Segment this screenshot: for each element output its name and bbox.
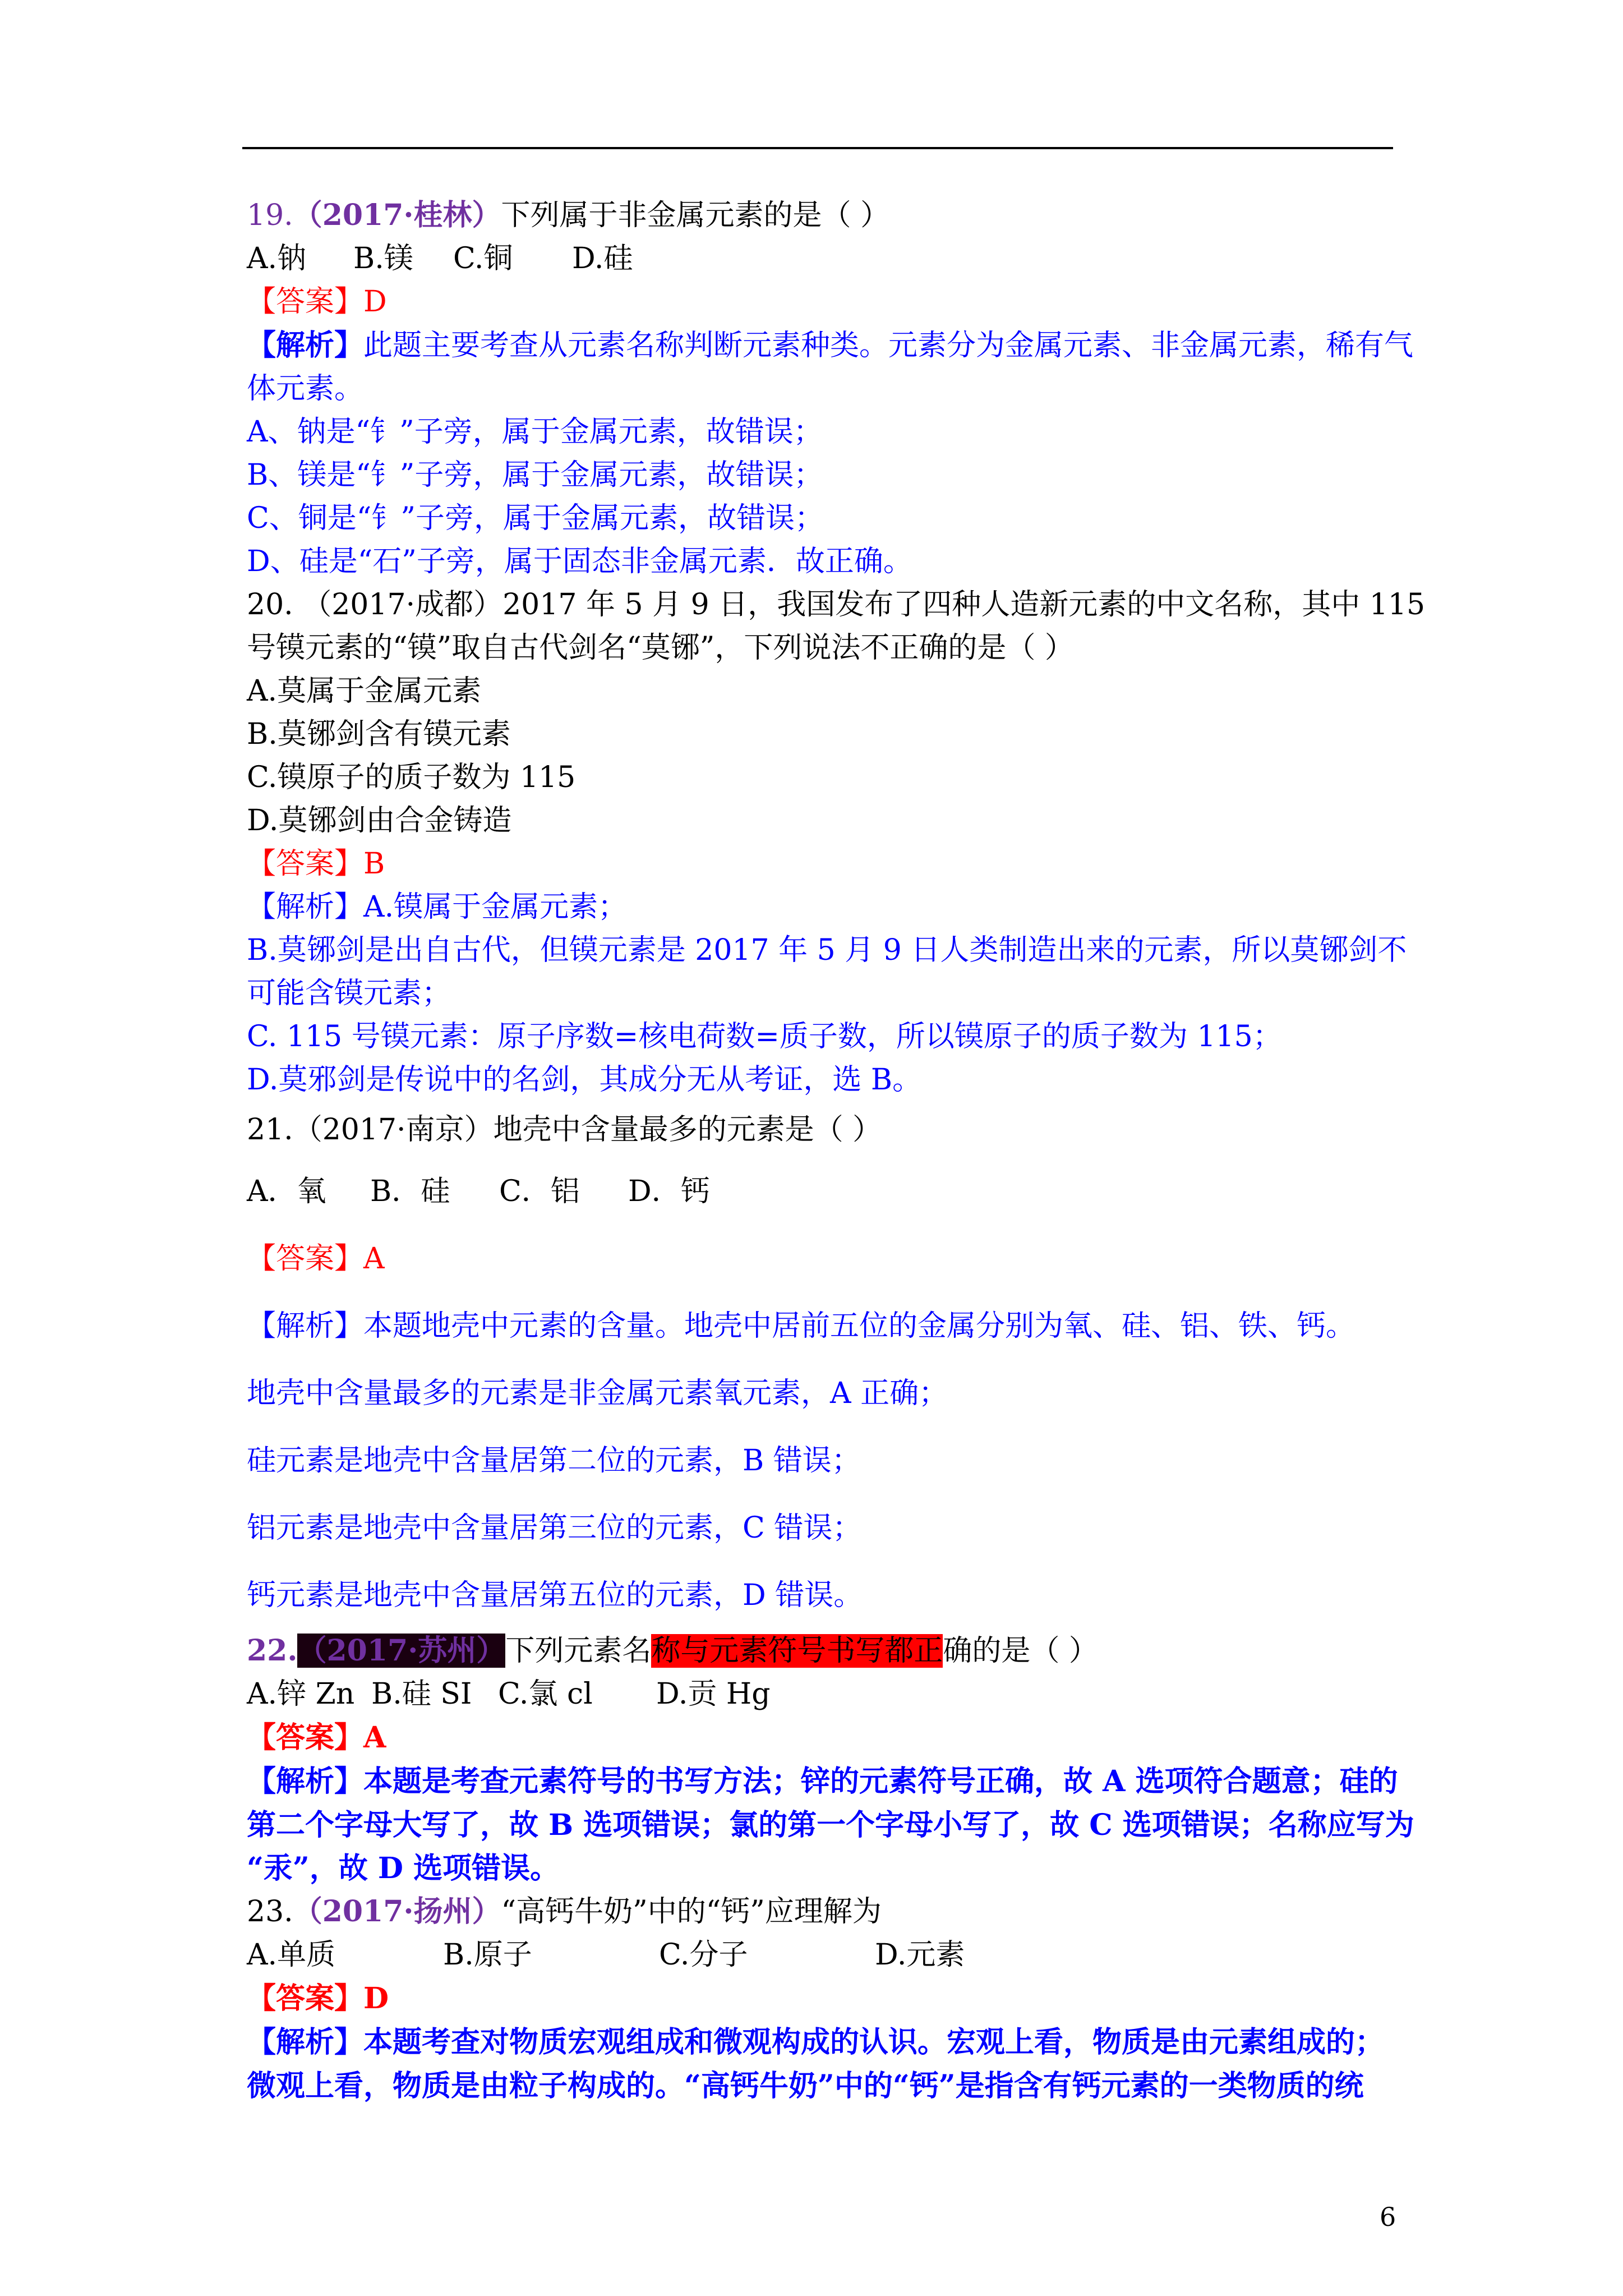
q21-option-b: B．硅 xyxy=(370,1175,450,1208)
page-number: 6 xyxy=(1380,2202,1396,2232)
answer-tag: 【答案】 xyxy=(247,285,364,319)
analysis-tag: 【解析】 xyxy=(247,1764,364,1798)
q22-analysis-text: 本题是考查元素符号的书写方法；锌的元素符号正确，故 A 选项符合题意；硅的 xyxy=(363,1764,1398,1798)
q19-stem xyxy=(247,194,1413,237)
q22-option-d: D.贡 Hg xyxy=(656,1677,771,1711)
q22-option-c: C.氯 cl xyxy=(498,1677,593,1711)
q22-answer xyxy=(247,1716,1413,1760)
q20-analysis-text: A.镆属于金属元素； xyxy=(363,890,628,924)
q19-option-b: B.镁 xyxy=(353,242,413,275)
q22-analysis-3: “汞”，故 D 选项错误。 xyxy=(247,1851,560,1885)
q20-option-c: C.镆原子的质子数为 115 xyxy=(247,761,576,794)
header-rule xyxy=(242,147,1393,149)
q23-option-b: B.原子 xyxy=(443,1938,532,1972)
answer-tag: 【答案】 xyxy=(247,1720,364,1755)
q23-options xyxy=(247,1934,1413,1977)
q21-option-c: C．铝 xyxy=(499,1175,580,1208)
q19-option-d: D.硅 xyxy=(572,242,633,275)
q22-option-b: B.硅 SI xyxy=(371,1677,472,1711)
q20-option-b: B.莫铘剑含有镆元素 xyxy=(247,717,511,751)
q20-option-d: D.莫铘剑由合金铸造 xyxy=(247,804,512,838)
q20-option-a: A.莫属于金属元素 xyxy=(247,674,482,708)
q21-answer-value: A xyxy=(363,1242,385,1276)
q21-options xyxy=(247,1158,1413,1225)
q21-stem: 21.（2017·南京）地壳中含量最多的元素是（ ） xyxy=(247,1113,882,1147)
q22-source: （2017·苏州） xyxy=(297,1634,506,1668)
q21-answer xyxy=(247,1225,1413,1292)
q19-option-a: A.钠 xyxy=(247,242,307,275)
q23-analysis-1 xyxy=(247,2021,1413,2064)
q21-detail-d: 钙元素是地壳中含量居第五位的元素，D 错误。 xyxy=(247,1579,863,1612)
q19-answer-value: D xyxy=(363,285,387,319)
q22-analysis-2: 第二个字母大写了，故 B 选项错误；氯的第一个字母小写了，故 C 选项错误；名称应写为 xyxy=(247,1808,1414,1842)
q22-stem xyxy=(247,1629,1413,1673)
q19-detail-a: A、钠是“钅”子旁，属于金属元素，故错误； xyxy=(247,415,823,449)
q20-answer xyxy=(247,843,1413,886)
q19-detail-b: B、镁是“钅”子旁，属于金属元素，故错误； xyxy=(247,458,823,492)
q19-option-c: C.铜 xyxy=(453,242,513,275)
q21-analysis xyxy=(247,1292,1413,1360)
analysis-tag: 【解析】 xyxy=(247,890,364,924)
q19-analysis-text: 此题主要考查从元素名称判断元素种类。元素分为金属元素、非金属元素，稀有气 xyxy=(363,329,1414,362)
q19-source: （2017·桂林） xyxy=(293,198,501,232)
answer-tag: 【答案】 xyxy=(247,847,364,881)
q21-option-d: D．钙 xyxy=(628,1175,710,1208)
q23-analysis-text: 本题考查对物质宏观组成和微观构成的认识。宏观上看，物质是由元素组成的； xyxy=(363,2025,1385,2059)
answer-tag: 【答案】 xyxy=(247,1981,364,2016)
analysis-tag: 【解析】 xyxy=(247,2025,364,2059)
q20-analysis-2: B.莫铘剑是出自古代，但镆元素是 2017 年 5 月 9 日人类制造出来的元素，所以莫铘剑不 xyxy=(247,933,1407,967)
answer-tag: 【答案】 xyxy=(247,1242,364,1276)
q20-analysis-4: C. 115 号镆元素：原子序数=核电荷数=质子数，所以镆原子的质子数为 115； xyxy=(247,1020,1282,1053)
q22-analysis-1 xyxy=(247,1760,1413,1803)
q20-stem-2: 号镆元素的“镆”取自古代剑名“莫铘”，下列说法不正确的是（ ） xyxy=(247,631,1074,665)
q22-answer-value: A xyxy=(363,1720,386,1755)
document-body xyxy=(247,194,1426,2108)
q19-options xyxy=(247,237,1413,280)
q20-analysis-3: 可能含镆元素； xyxy=(247,977,451,1010)
q20-analysis-5: D.莫邪剑是传说中的名剑，其成分无从考证，选 B。 xyxy=(247,1063,922,1097)
q23-stem xyxy=(247,1890,1413,1934)
q22-highlighted-text: 称与元素符号书写都正 xyxy=(651,1634,943,1668)
q22-options xyxy=(247,1673,1413,1716)
q20-analysis-1 xyxy=(247,886,1413,929)
q20-answer-value: B xyxy=(363,847,385,881)
analysis-tag: 【解析】 xyxy=(247,328,364,362)
q20-stem-1: 20. （2017·成都）2017 年 5 月 9 日，我国发布了四种人造新元素的中文名称，其中 115 xyxy=(247,588,1426,622)
q23-question: “高钙牛奶”中的“钙”应理解为 xyxy=(501,1895,882,1929)
q23-option-a: A.单质 xyxy=(247,1938,336,1972)
q22-number: 22. xyxy=(247,1634,298,1668)
q22-option-a: A.锌 Zn xyxy=(247,1677,355,1711)
q21-analysis-text: 本题地壳中元素的含量。地壳中居前五位的金属分别为氧、硅、铝、铁、钙。 xyxy=(363,1309,1355,1343)
q21-detail-a: 地壳中含量最多的元素是非金属元素氧元素，A 正确； xyxy=(247,1377,948,1410)
q23-option-c: C.分子 xyxy=(659,1938,748,1972)
q21-detail-b: 硅元素是地壳中含量居第二位的元素，B 错误； xyxy=(247,1444,861,1478)
q19-analysis-1 xyxy=(247,324,1413,367)
analysis-tag: 【解析】 xyxy=(247,1309,364,1343)
q22-question-a: 下列元素名 xyxy=(505,1634,652,1668)
q22-question-b: 确的是（ ） xyxy=(943,1634,1098,1668)
q23-source: （2017·扬州） xyxy=(293,1894,501,1929)
q21-detail-c: 铝元素是地壳中含量居第三位的元素，C 错误； xyxy=(247,1511,862,1545)
q19-analysis-2: 体元素。 xyxy=(247,372,364,406)
q19-answer xyxy=(247,280,1413,324)
q19-detail-c: C、铜是“钅”子旁，属于金属元素，故错误； xyxy=(247,501,824,535)
q21-option-a: A．氧 xyxy=(247,1175,326,1208)
q19-detail-d: D、硅是“石”子旁，属于固态非金属元素．故正确。 xyxy=(247,545,912,578)
q19-number: 19. xyxy=(247,199,293,232)
q19-question: 下列属于非金属元素的是（ ） xyxy=(501,199,890,232)
q23-answer-value: D xyxy=(363,1981,389,2016)
q23-answer xyxy=(247,1977,1413,2021)
q23-number: 23. xyxy=(247,1895,293,1929)
q23-analysis-2: 微观上看，物质是由粒子构成的。“高钙牛奶”中的“钙”是指含有钙元素的一类物质的统 xyxy=(247,2069,1364,2103)
q23-option-d: D.元素 xyxy=(875,1938,965,1972)
